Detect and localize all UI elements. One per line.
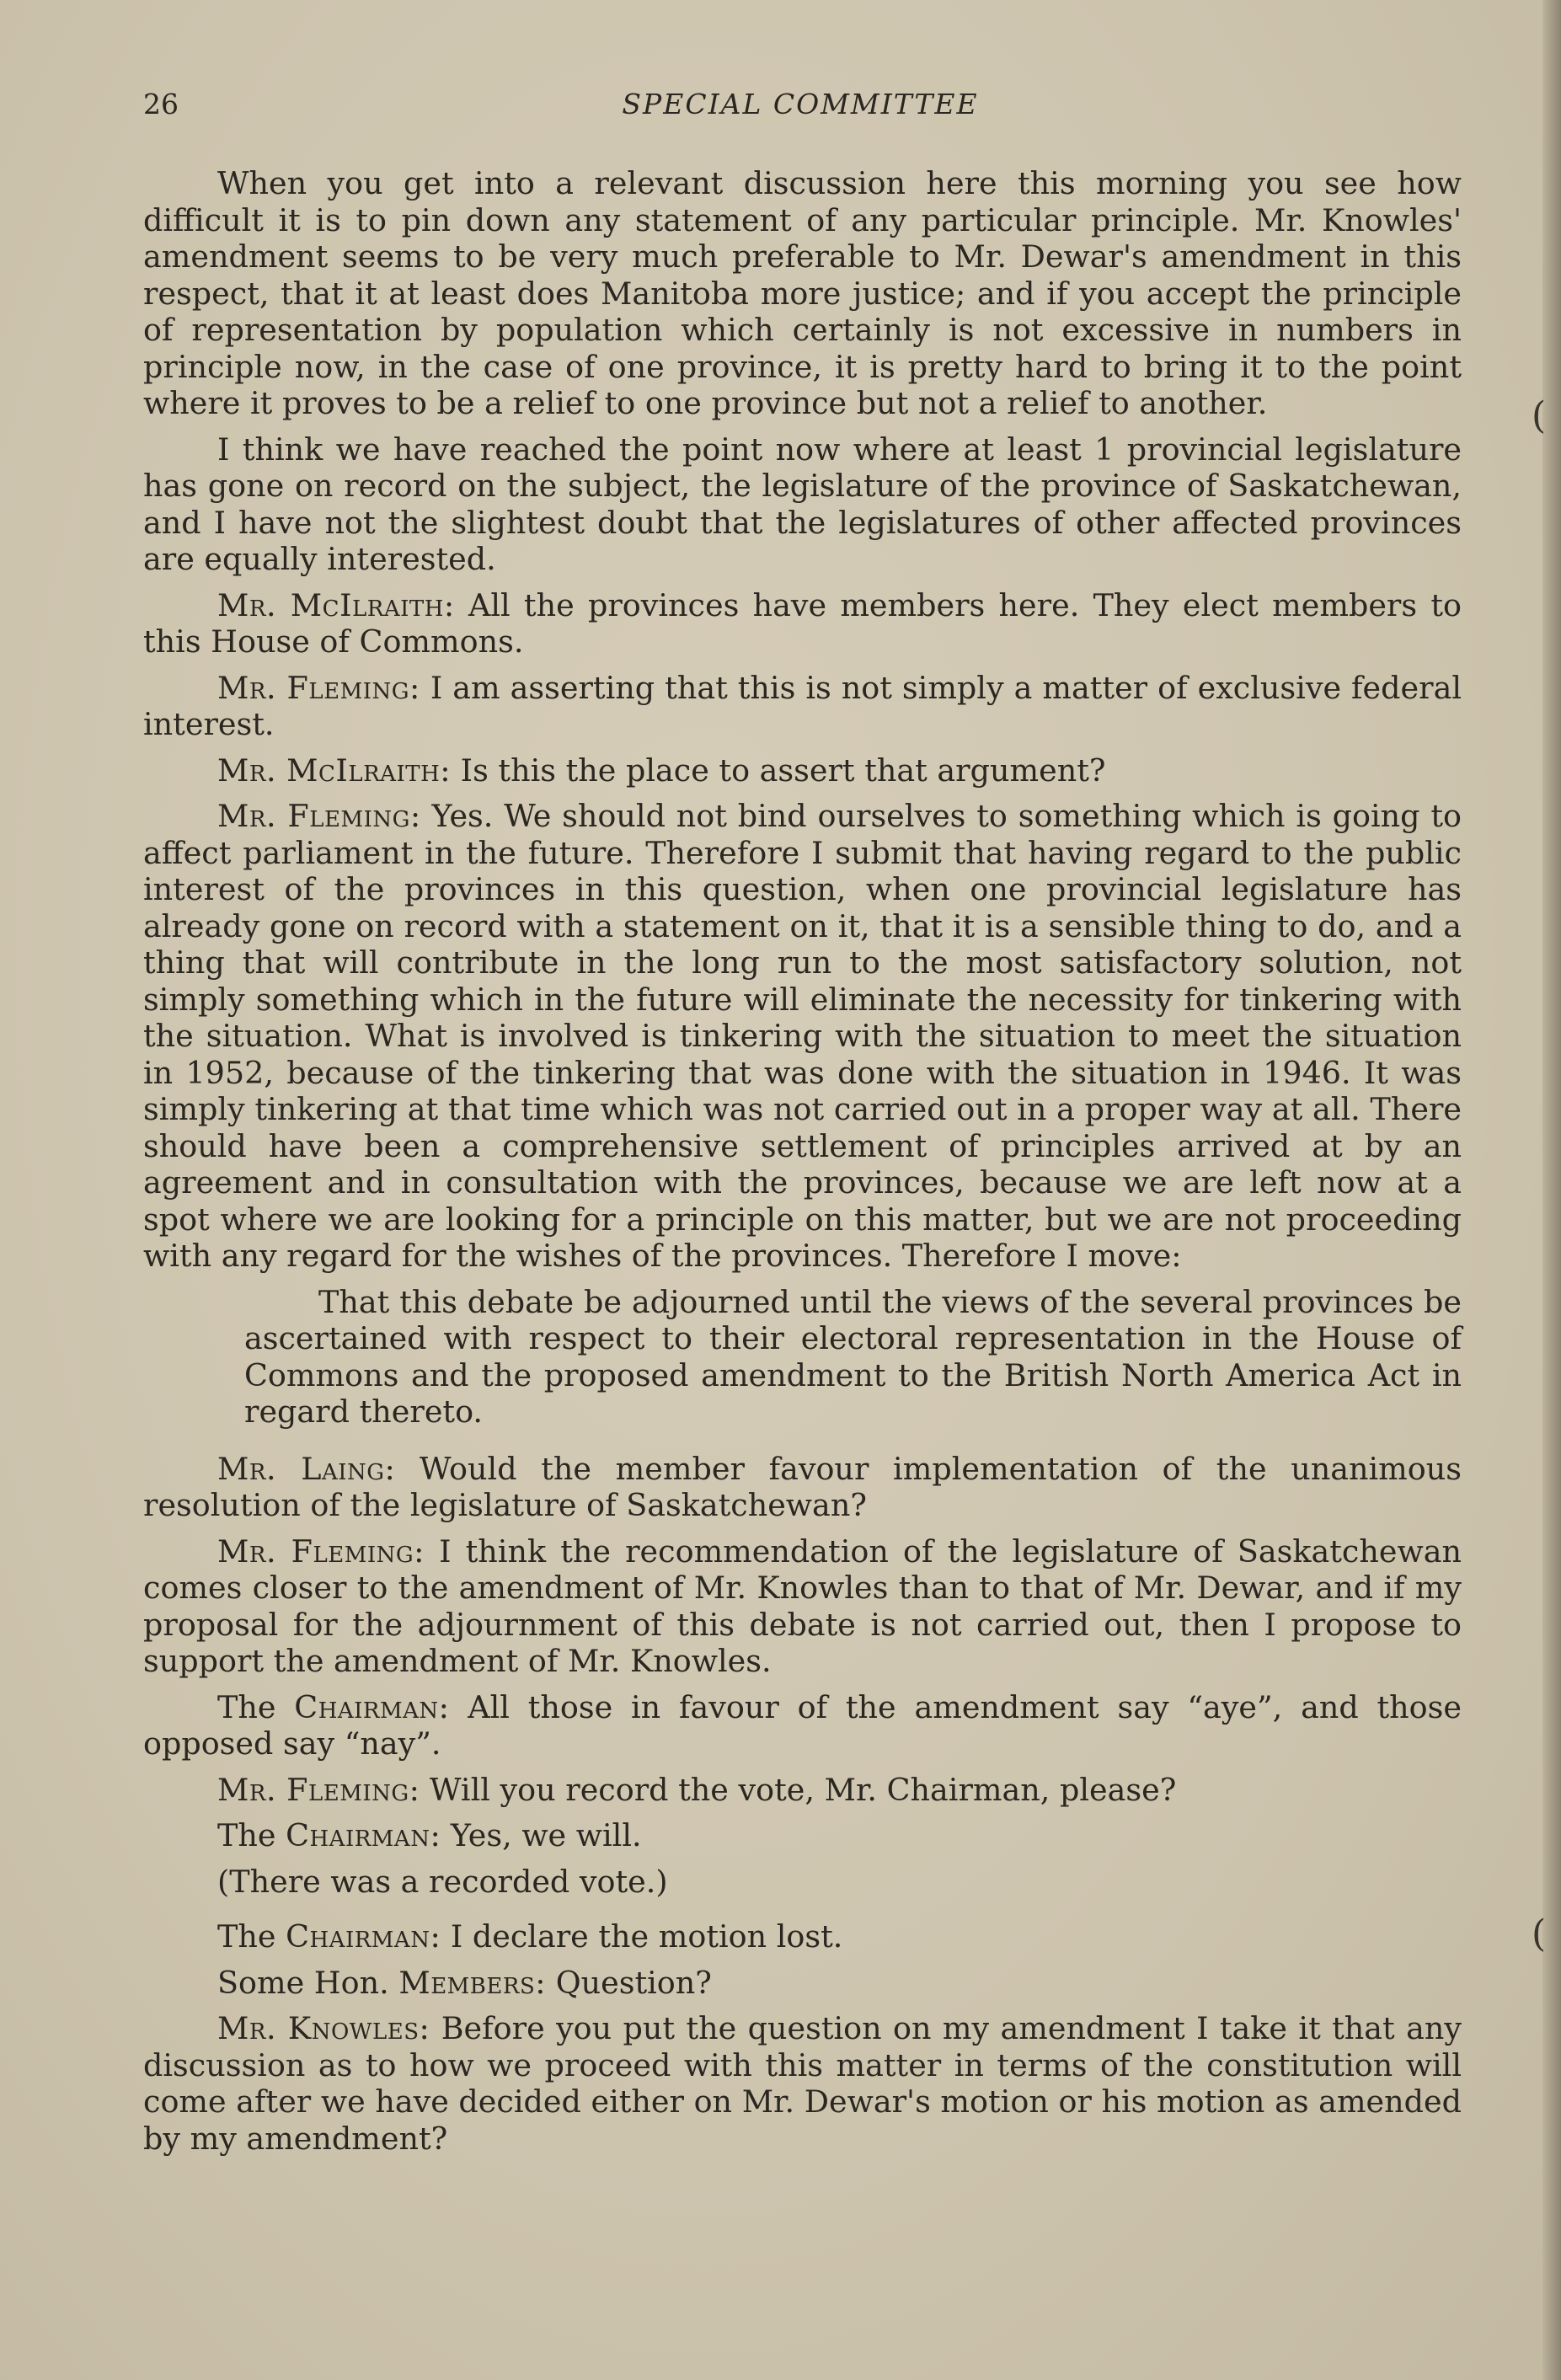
speech-text: Yes. We should not bind ourselves to something which is going to affect parliament in the future. Therefore I submit that having regard to the public interest of the provinces in this question, when one provincial legislature has already gone on record with a statement on it, that it is a sensible thing to do, and a thing that will contribute in the long run to the most satisfactory solution, not simply something which in the future will eliminate the necessity for tinkering with the situation. What is involved is tinkering with the situation to meet the situation in 1952, because of the tinkering that was done with the situation in 1946. It was simply tinkering at that time which was not carried out in a proper way at all. There should have been a comprehensive settlement of principles arrived at by an agreement and in consultation with the provinces, because we are left now at a spot where we are looking for a principle on this matter, but we are not proceeding with any regard for the wishes of the provinces. Therefore I move: [143,798,1462,1274]
speaker-name: Chairman: [294,1688,450,1725]
speaker-name: Mr. McIlraith: [217,586,455,623]
speech-text: Will you record the vote, Mr. Chairman, please? [430,1771,1177,1808]
speaker-name: Chairman: [286,1918,441,1955]
speech-fleming-4 [143,1772,1462,1809]
paragraph-1: When you get into a relevant discussion here this morning you see how difficult it is to pin down any statement of any particular principle. Mr. Knowles' amendment seems to be very much preferable to Mr. Dewar's amendment in this respect, that it at least does Manitoba more justice; and if you accept the principle of representation by population which certainly is not excessive in numbers in principle now, in the case of one province, it is pretty hard to bring it to the point where it proves to be a relief to one province but not a relief to another. [143,165,1462,421]
running-head: SPECIAL COMMITTEE [622,88,979,120]
speaker-prefix: The [217,1817,276,1853]
speech-text: All those in favour of the amendment say “aye”, and those opposed say “nay”. [143,1688,1462,1762]
motion-quote: That this debate be adjourned until the views of the several provinces be ascertained with respect to their electoral representation in the House of Commons and the proposed amendment to the British North America Act in regard thereto. [244,1283,1462,1430]
speech-text: I am asserting that this is not simply a matter of exclusive federal interest. [143,669,1462,742]
binding-hole-mark-bottom: ( [1532,1912,1547,1955]
binding-hole-mark-top: ( [1532,394,1547,437]
speech-text: Question? [555,1964,712,2001]
document-body [143,165,1462,2166]
speech-text: Is this the place to assert that argument? [460,751,1106,789]
speaker-prefix: Some Hon. [217,1964,389,2001]
speech-mcilraith-1 [143,587,1462,661]
page-edge-shadow [1542,0,1561,2380]
paragraph-2: I think we have reached the point now where at least 1 provincial legislature has gone on record on the subject, the legislature of the province of Saskatchewan, and I have not the slightest doubt that the legislatures of other affected provinces are equally interested. [143,431,1462,577]
speech-mcilraith-2 [143,752,1462,789]
speech-fleming-2 [143,798,1462,1275]
speaker-name: Members: [398,1964,547,2001]
speaker-name: Mr. Fleming: [217,798,421,834]
speech-chairman-3 [143,1918,1462,1955]
speech-fleming-1 [143,670,1462,743]
page-number: 26 [143,88,179,120]
speech-text: Yes, we will. [450,1817,642,1853]
speech-text: I declare the motion lost. [450,1918,843,1955]
speech-chairman-2 [143,1817,1462,1854]
speaker-prefix: The [217,1688,276,1725]
speaker-name: Mr. Fleming: [217,669,420,706]
speech-text: All the provinces have members here. They elect members to this House of Commons. [143,586,1462,660]
page-header [143,88,1457,130]
speech-text: Before you put the question on my amendment I take it that any discussion as to how we proceed with this matter in terms of the constitution will come after we have decided either on Mr. Dewar's motion or his motion as amended by my amendment? [143,2010,1462,2157]
speaker-prefix: The [217,1918,276,1955]
speech-fleming-3 [143,1533,1462,1680]
speaker-name: Mr. Fleming: [217,1771,420,1808]
speech-text: I think the recommendation of the legislature of Saskatchewan comes closer to the amendment of Mr. Knowles than to that of Mr. Dewar, and if my proposal for the adjournment of this debate is not carried out, then I propose to support the amendment of Mr. Knowles. [143,1532,1462,1679]
speech-chairman-1 [143,1689,1462,1762]
speaker-name: Mr. Knowles: [217,2010,430,2046]
stage-direction: (There was a recorded vote.) [217,1863,668,1900]
speech-members [143,1965,1462,2002]
speaker-name: Mr. McIlraith: [217,751,452,789]
speaker-name: Chairman: [286,1817,441,1853]
speaker-name: Mr. Fleming: [217,1532,425,1570]
speech-laing [143,1451,1462,1524]
speech-text: Would the member favour implementation of the unanimous resolution of the legislature of Saskatchewan? [143,1450,1462,1523]
speaker-name: Mr. Laing: [217,1450,396,1487]
speech-knowles [143,2010,1462,2157]
